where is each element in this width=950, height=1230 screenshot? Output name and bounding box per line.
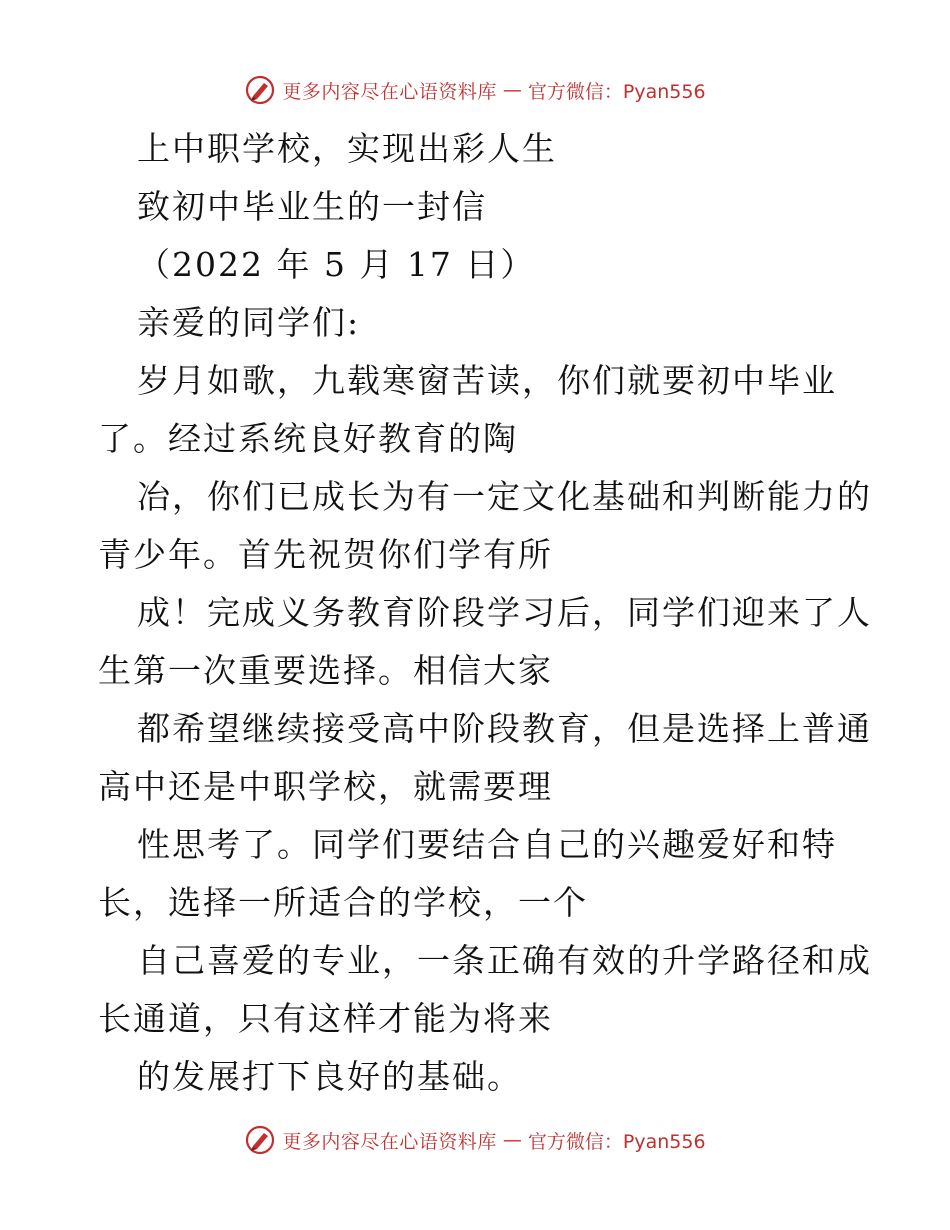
watermark-text: 更多内容尽在心语资料库 — [282, 1130, 497, 1153]
footer-watermark — [0, 1120, 950, 1160]
body-line: 自己喜爱的专业，一条正确有效的升学路径和成 — [137, 941, 872, 980]
body-line: 岁月如歌，九载寒窗苦读，你们就要初中毕业 — [137, 361, 837, 400]
body-line: 了。经过系统良好教育的陶 — [98, 419, 518, 458]
body-line: 青少年。首先祝贺你们学有所 — [98, 535, 553, 574]
header-watermark — [0, 70, 950, 110]
body-line: 冶，你们已成长为有一定文化基础和判断能力的 — [137, 477, 872, 516]
body-line: 成！完成义务教育阶段学习后，同学们迎来了人 — [137, 593, 872, 632]
document-title: 上中职学校，实现出彩人生 — [137, 129, 557, 168]
pen-logo-icon — [244, 1124, 276, 1156]
body-line: 长，选择一所适合的学校，一个 — [98, 883, 588, 922]
pen-logo-icon — [244, 74, 276, 106]
watermark-wechat: 官方微信：Pyan556 — [527, 1130, 706, 1153]
body-line: 高中还是中职学校，就需要理 — [98, 767, 553, 806]
body-line: 生第一次重要选择。相信大家 — [98, 651, 553, 690]
body-line: 都希望继续接受高中阶段教育，但是选择上普通 — [137, 709, 872, 748]
body-line: 长通道，只有这样才能为将来 — [98, 999, 553, 1038]
watermark-text: 更多内容尽在心语资料库 — [282, 80, 497, 103]
document-date: （2022 年 5 月 17 日） — [137, 245, 536, 284]
body-line: 性思考了。同学们要结合自己的兴趣爱好和特 — [137, 825, 837, 864]
watermark-separator: — — [502, 79, 522, 101]
body-line: 的发展打下良好的基础。 — [137, 1057, 522, 1096]
greeting: 亲爱的同学们: — [137, 303, 361, 342]
watermark-wechat: 官方微信：Pyan556 — [527, 80, 706, 103]
document-subtitle: 致初中毕业生的一封信 — [137, 187, 487, 226]
watermark-separator: — — [502, 1129, 522, 1151]
